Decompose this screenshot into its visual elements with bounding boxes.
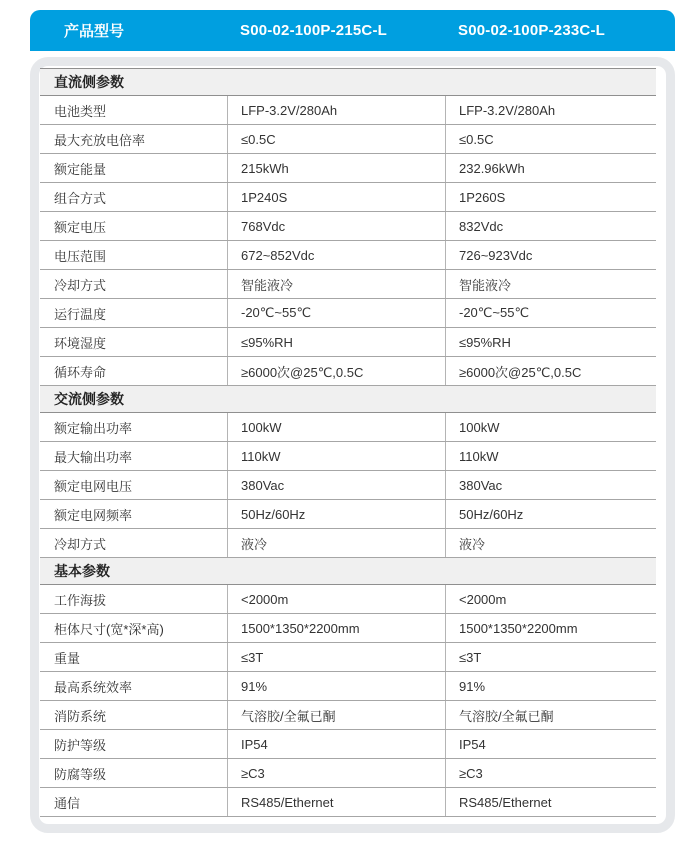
row-value-model-2: 726~923Vdc: [445, 241, 656, 269]
table-row: [40, 759, 656, 788]
row-value-model-1: 1P240S: [227, 183, 445, 211]
row-value-model-2: 50Hz/60Hz: [445, 500, 656, 528]
product-model-header: [30, 10, 675, 51]
header-model-2: S00-02-100P-233C-L: [458, 22, 606, 39]
table-row: [40, 672, 656, 701]
table-row: [40, 701, 656, 730]
row-value-model-1: ≤3T: [227, 643, 445, 671]
row-label: 柜体尺寸(宽*深*高): [54, 621, 164, 637]
table-row: [40, 643, 656, 672]
row-value-model-1: LFP-3.2V/280Ah: [227, 96, 445, 124]
row-value-model-1: 380Vac: [227, 471, 445, 499]
row-label: 最大充放电倍率: [54, 132, 146, 148]
row-label: 运行温度: [54, 306, 107, 322]
row-value-model-1: -20℃~55℃: [227, 299, 445, 327]
row-value-model-2: ≤0.5C: [445, 125, 656, 153]
row-value-model-2: 气溶胶/全氟已酮: [445, 701, 656, 729]
row-value-model-2: IP54: [445, 730, 656, 758]
table-row: [40, 299, 656, 328]
row-value-model-2: 1P260S: [445, 183, 656, 211]
section-title: 交流侧参数: [40, 386, 656, 413]
spec-section: [40, 68, 656, 386]
row-value-model-2: 100kW: [445, 413, 656, 441]
row-value-model-1: 智能液冷: [227, 270, 445, 298]
row-value-model-1: 气溶胶/全氟已酮: [227, 701, 445, 729]
row-value-model-1: 768Vdc: [227, 212, 445, 240]
row-label: 额定输出功率: [54, 420, 133, 436]
row-label: 电压范围: [54, 248, 107, 264]
row-value-model-2: ≥C3: [445, 759, 656, 787]
row-value-model-1: 1500*1350*2200mm: [227, 614, 445, 642]
row-value-model-1: 100kW: [227, 413, 445, 441]
row-value-model-1: IP54: [227, 730, 445, 758]
row-value-model-1: RS485/Ethernet: [227, 788, 445, 816]
row-label: 冷却方式: [54, 277, 107, 293]
table-row: [40, 529, 656, 558]
row-value-model-2: <2000m: [445, 585, 656, 613]
row-label: 额定能量: [54, 161, 107, 177]
row-value-model-1: 液冷: [227, 529, 445, 557]
table-row: [40, 413, 656, 442]
row-label: 最高系统效率: [54, 679, 133, 695]
table-row: [40, 585, 656, 614]
row-value-model-2: 832Vdc: [445, 212, 656, 240]
row-label: 工作海拔: [54, 592, 107, 608]
row-value-model-2: ≤3T: [445, 643, 656, 671]
spec-card: [30, 57, 675, 833]
row-value-model-1: 50Hz/60Hz: [227, 500, 445, 528]
row-value-model-1: ≤95%RH: [227, 328, 445, 356]
row-label: 重量: [54, 650, 81, 666]
table-row: [40, 328, 656, 357]
table-row: [40, 241, 656, 270]
row-value-model-2: 液冷: [445, 529, 656, 557]
row-label: 冷却方式: [54, 536, 107, 552]
row-label: 循环寿命: [54, 364, 107, 380]
spec-section: [40, 558, 656, 817]
table-row: [40, 125, 656, 154]
header-model-1: S00-02-100P-215C-L: [240, 22, 388, 39]
row-label: 额定电网电压: [54, 478, 133, 494]
row-value-model-2: 1500*1350*2200mm: [445, 614, 656, 642]
table-row: [40, 212, 656, 241]
table-row: [40, 270, 656, 299]
row-value-model-1: 110kW: [227, 442, 445, 470]
spec-section: [40, 386, 656, 558]
table-row: [40, 471, 656, 500]
row-value-model-1: ≥6000次@25℃,0.5C: [227, 357, 445, 385]
row-label: 环境湿度: [54, 335, 107, 351]
header-label: 产品型号: [64, 23, 125, 40]
row-label: 最大输出功率: [54, 449, 133, 465]
row-value-model-2: 110kW: [445, 442, 656, 470]
spec-table: [40, 68, 656, 817]
row-label: 电池类型: [54, 103, 107, 119]
row-value-model-1: ≥C3: [227, 759, 445, 787]
table-row: [40, 154, 656, 183]
row-value-model-2: 232.96kWh: [445, 154, 656, 182]
row-value-model-2: ≤95%RH: [445, 328, 656, 356]
row-value-model-2: ≥6000次@25℃,0.5C: [445, 357, 656, 385]
table-row: [40, 357, 656, 386]
row-value-model-2: -20℃~55℃: [445, 299, 656, 327]
row-label: 通信: [54, 795, 81, 811]
section-title: 基本参数: [40, 558, 656, 585]
row-label: 消防系统: [54, 708, 107, 724]
table-row: [40, 730, 656, 759]
row-value-model-1: ≤0.5C: [227, 125, 445, 153]
table-row: [40, 183, 656, 212]
row-value-model-2: 380Vac: [445, 471, 656, 499]
row-label: 防腐等级: [54, 766, 107, 782]
table-row: [40, 788, 656, 817]
row-label: 额定电网频率: [54, 507, 133, 523]
section-title: 直流侧参数: [40, 68, 656, 96]
row-label: 防护等级: [54, 737, 107, 753]
row-label: 组合方式: [54, 190, 107, 206]
row-value-model-2: 智能液冷: [445, 270, 656, 298]
table-row: [40, 442, 656, 471]
table-row: [40, 500, 656, 529]
row-value-model-2: 91%: [445, 672, 656, 700]
row-value-model-1: 672~852Vdc: [227, 241, 445, 269]
row-value-model-1: 215kWh: [227, 154, 445, 182]
row-value-model-2: LFP-3.2V/280Ah: [445, 96, 656, 124]
table-row: [40, 614, 656, 643]
row-value-model-1: 91%: [227, 672, 445, 700]
row-label: 额定电压: [54, 219, 107, 235]
row-value-model-1: <2000m: [227, 585, 445, 613]
row-value-model-2: RS485/Ethernet: [445, 788, 656, 816]
table-row: [40, 96, 656, 125]
